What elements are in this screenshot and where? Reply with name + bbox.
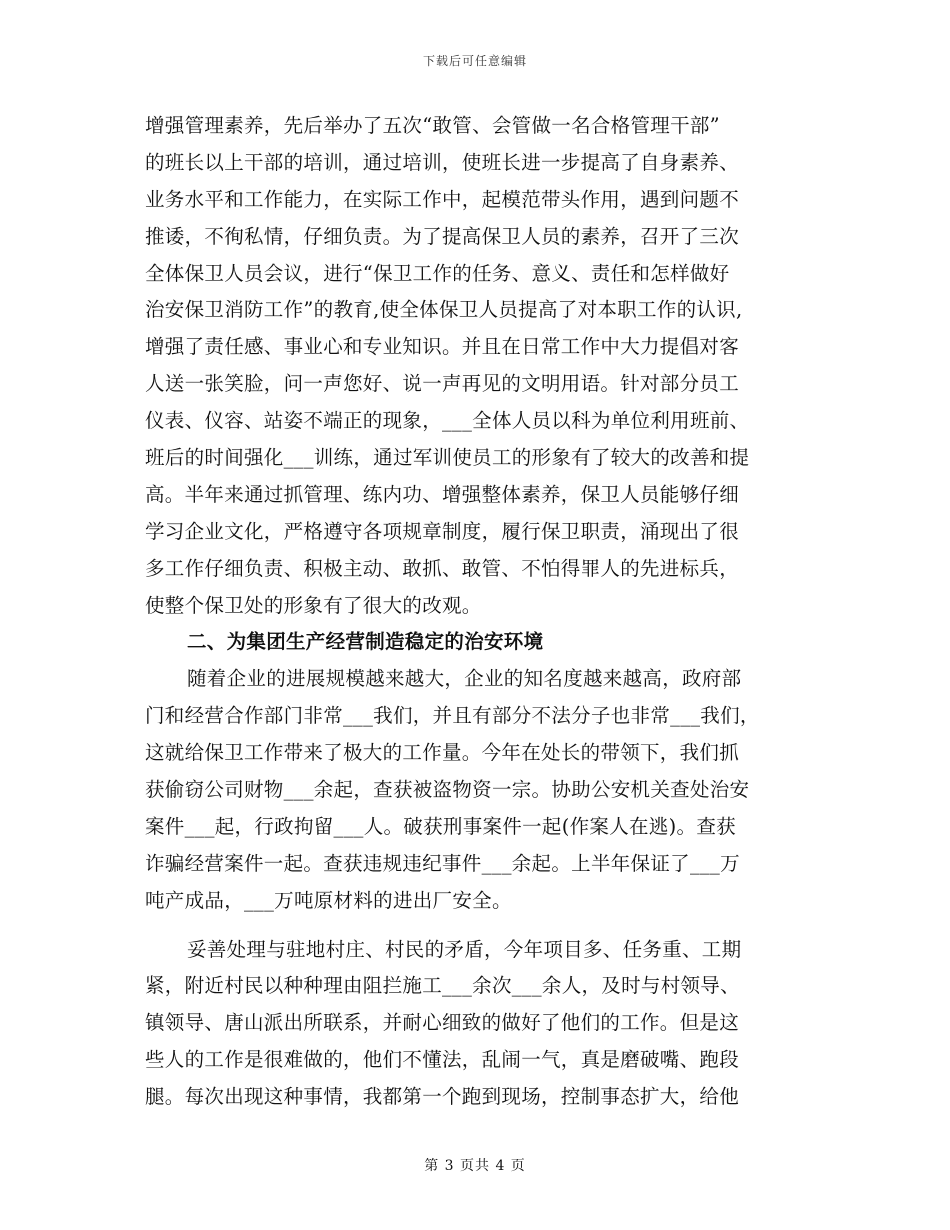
- paragraph-security-cases: [145, 661, 825, 919]
- text-line: 推诿，不徇私情，仔细负责。为了提高保卫人员的素养，召开了三次: [145, 224, 740, 248]
- paragraph-gap: [145, 920, 825, 932]
- page-footer: 第 3 页共 4 页: [424, 1158, 526, 1174]
- page-header: 下载后可任意编辑: [422, 54, 527, 68]
- text-line: 吨产成品，___万吨原材料的进出厂安全。: [145, 888, 512, 912]
- text-line: 镇领导、唐山派出所联系，并耐心细致的做好了他们的工作。但是这: [145, 1011, 740, 1035]
- text-line: 些人的工作是很难做的，他们不懂法，乱闹一气，真是磨破嘴、跑段: [145, 1048, 740, 1072]
- text-line: 使整个保卫处的形象有了很大的改观。: [145, 593, 482, 617]
- text-line: 门和经营合作部门非常___我们，并且有部分不法分子也非常___我们，: [145, 704, 760, 728]
- section-heading: 二、为集团生产经营制造稳定的治安环境: [187, 630, 544, 654]
- text-line: 案件___起，行政拘留___人。破获刑事案件一起(作案人在逃)。查获: [145, 814, 736, 838]
- text-line: 高。半年来通过抓管理、练内功、增强整体素养，保卫人员能够仔细: [145, 482, 740, 506]
- text-line: 多工作仔细负责、积极主动、敢抓、敢管、不怕得罪人的先进标兵，: [145, 556, 740, 580]
- text-line: 这就给保卫工作带来了极大的工作量。今年在处长的带领下，我们抓: [145, 741, 740, 765]
- text-line: 学习企业文化，严格遵守各项规章制度，履行保卫职责，涌现出了很: [145, 519, 740, 543]
- text-line: 班后的时间强化___训练，通过军训使员工的形象有了较大的改善和提: [145, 446, 750, 470]
- text-line: 人送一张笑脸，问一声您好、说一声再见的文明用语。针对部分员工: [145, 372, 740, 396]
- text-line: 腿。每次出现这种事情，我都第一个跑到现场，控制事态扩大，给他: [145, 1085, 740, 1109]
- text-line: 治安保卫消防工作”的教育,使全体保卫人员提高了对本职工作的认识,: [145, 298, 743, 322]
- text-line: 全体保卫人员会议，进行“保卫工作的任务、意义、责任和怎样做好: [145, 261, 730, 285]
- text-line: 增强管理素养，先后举办了五次“敢管、会管做一名合格管理干部”: [145, 114, 720, 137]
- paragraph-management: [145, 108, 825, 624]
- text-line: 诈骗经营案件一起。查获违规违纪事件___余起。上半年保证了___万: [145, 851, 740, 875]
- paragraph-villagers: [145, 932, 825, 1116]
- document-body: [145, 108, 825, 1116]
- text-line: 增强了责任感、事业心和专业知识。并且在日常工作中大力提倡对客: [145, 335, 740, 359]
- text-line: 妥善处理与驻地村庄、村民的矛盾，今年项目多、任务重、工期: [187, 937, 742, 961]
- text-line: 业务水平和工作能力，在实际工作中，起模范带头作用，遇到问题不: [145, 187, 740, 211]
- text-line: 随着企业的进展规模越来越大，企业的知名度越来越高，政府部: [187, 667, 742, 691]
- text-line: 仪表、仪容、站姿不端正的现象，___全体人员以科为单位利用班前、: [145, 409, 750, 433]
- text-line: 紧，附近村民以种种理由阻拦施工___余次___余人，及时与村领导、: [145, 974, 740, 998]
- text-line: 获偷窃公司财物___余起，查获被盗物资一宗。协助公安机关查处治安: [145, 778, 750, 802]
- text-line: 的班长以上干部的培训，通过培训，使班长进一步提高了自身素养、: [145, 150, 740, 174]
